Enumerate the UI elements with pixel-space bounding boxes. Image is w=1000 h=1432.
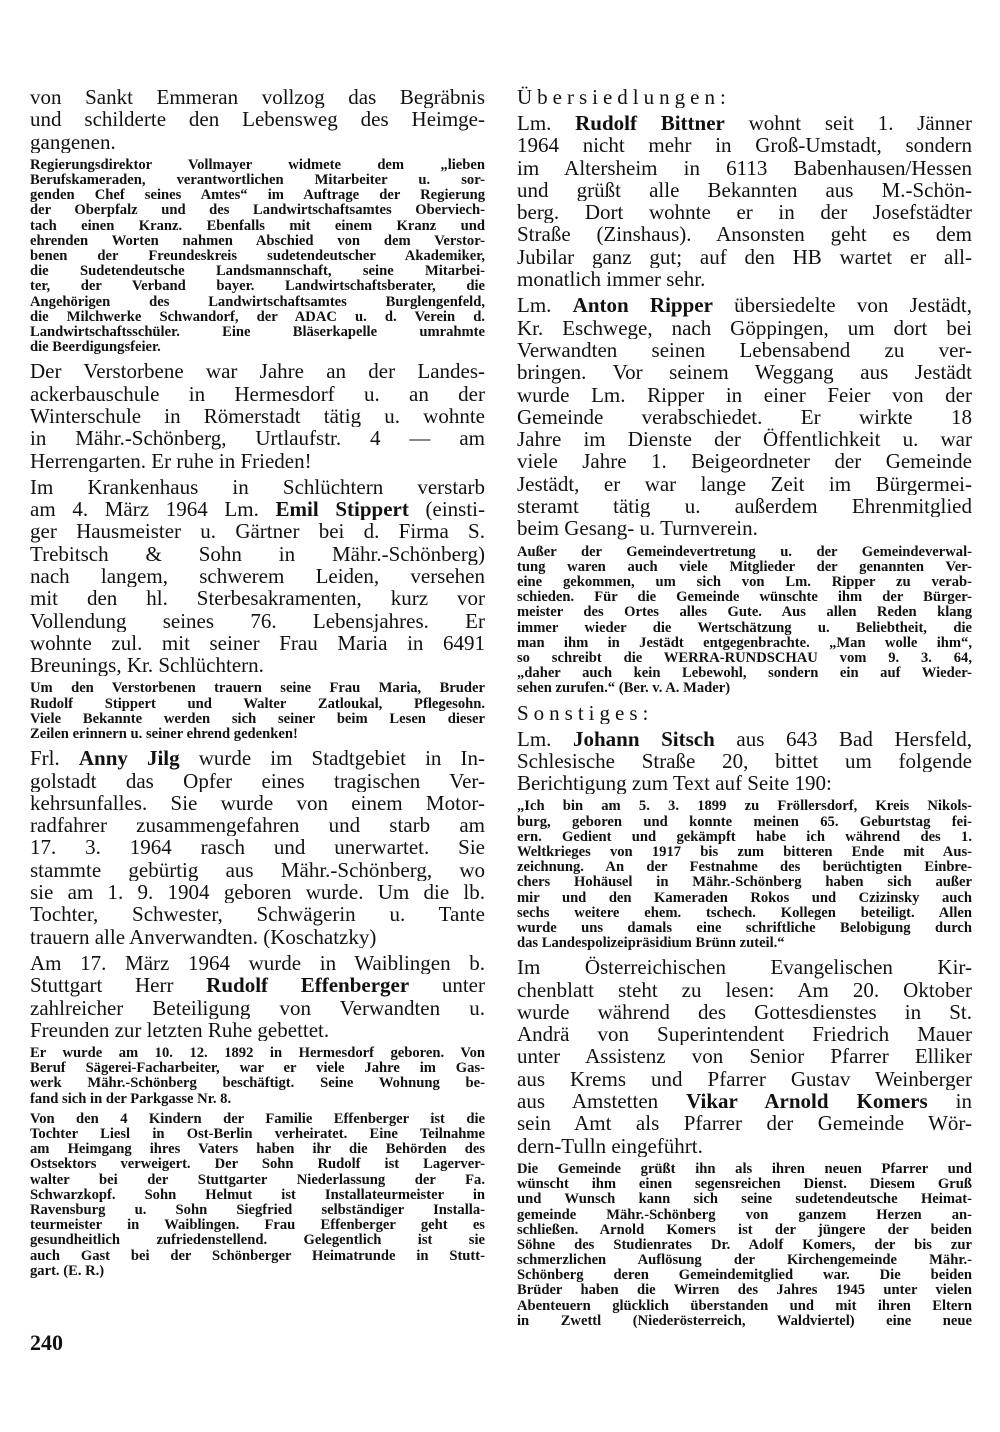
text-segment: Die Gemeinde grüßt ihn als ihren neuen Pfarrer und: [517, 1161, 972, 1177]
text-segment: unter Assistenz von Senior Pfarrer Elliker: [517, 1045, 972, 1068]
text-line: [517, 845, 972, 860]
text-segment: chers Hohäusel in Mähr.-Schönberg haben sich außer: [517, 875, 972, 891]
text-segment: Ravensburg u. Sohn Siegfried selbständiger Installa-: [30, 1202, 485, 1218]
text-line: [30, 681, 485, 696]
text-segment: die Sudetendeutsche Landsmannschaft, seine Mitarbei-: [30, 264, 485, 280]
text-line: [30, 1112, 485, 1127]
text-segment: radfahrer zusammengefahren und starb am: [30, 814, 485, 837]
text-segment: meister des Ortes alles Gute. Aus allen Reden klang: [517, 605, 972, 621]
text-segment: chenblatt steht zu lesen: Am 20. Oktober: [517, 978, 972, 1001]
text-line: [30, 814, 485, 836]
text-line: [517, 223, 972, 245]
article-paragraph: [517, 956, 972, 1157]
text-segment: Gemeinde verabschiedet. Er wirkte 18: [517, 405, 972, 429]
text-segment: Schönberg deren Gemeindemitglied war. Die beiden: [517, 1268, 972, 1284]
text-segment: (einsti-: [408, 498, 485, 521]
text-line: [517, 830, 972, 845]
text-segment: ern. Gedient und gekämpft habe ich während des 1.: [517, 829, 972, 845]
text-line: [30, 249, 485, 264]
article-paragraph: [30, 1112, 485, 1279]
text-line: [30, 1046, 485, 1061]
text-segment: immer wieder die Wertschätzung u. Beliebtheit, die: [517, 620, 972, 636]
text-line: [517, 1177, 972, 1192]
text-line: [30, 1218, 485, 1233]
person-name: Emil Stippert: [275, 498, 409, 521]
text-line: [517, 1162, 972, 1177]
text-line: [30, 264, 485, 279]
text-segment: und schilderte den Lebensweg des Heimge-: [30, 108, 485, 131]
text-segment: Trebitsch & Sohn in Mähr.-Schönberg): [30, 542, 485, 565]
text-line: [30, 405, 485, 427]
text-segment: der Oberpfalz und des Landwirtschaftsamtes Oberviech-: [30, 203, 485, 219]
text-line: [517, 891, 972, 906]
text-line: [517, 361, 972, 383]
text-segment: fand sich in der Parkgasse Nr. 8.: [30, 1091, 232, 1107]
article-paragraph: [517, 545, 972, 697]
text-line: [517, 428, 972, 450]
text-line: [517, 636, 972, 651]
text-segment: dern-Tulln eingeführt.: [517, 1134, 703, 1157]
text-segment: Berufskameraden, verantwortlichen Mitarbeiter u. sor-: [30, 173, 485, 189]
text-line: [517, 1314, 972, 1329]
text-line: [517, 860, 972, 875]
text-line: [517, 246, 972, 268]
text-segment: golstadt das Opfer eines tragischen Ver-: [30, 769, 485, 792]
text-segment: Übersiedlungen:: [517, 86, 731, 108]
text-segment: beim Gesang- u. Turnverein.: [517, 517, 758, 540]
text-line: [517, 1299, 972, 1314]
text-line: [517, 294, 972, 316]
text-segment: auch Gast bei der Schönberger Heimatrunde in Stutt-: [30, 1248, 485, 1264]
text-segment: gesundheitlich zufriedenstellend. Gelegentlich ist sie: [30, 1233, 485, 1249]
text-line: [517, 1192, 972, 1207]
text-segment: bringen. Vor seinem Weggang aus Jestädt: [517, 361, 972, 384]
article-paragraph: [30, 681, 485, 742]
text-line: [30, 543, 485, 565]
article-paragraph: [30, 360, 485, 471]
text-segment: sein Amt als Pfarrer der Gemeinde Wör-: [517, 1112, 972, 1135]
text-line: [517, 134, 972, 156]
text-segment: nach langem, schwerem Leiden, versehen: [30, 565, 485, 588]
text-line: [30, 173, 485, 188]
section-heading: [517, 86, 972, 108]
text-segment: wurde während des Gottesdienstes in St.: [517, 1000, 972, 1024]
text-line: [517, 1023, 972, 1045]
text-segment: Von den 4 Kindern der Familie Effenberger ist die: [30, 1111, 485, 1127]
text-line: [517, 1112, 972, 1134]
text-line: [517, 86, 972, 108]
text-line: [30, 792, 485, 814]
text-segment: Zeilen erinnern u. seiner ehrend gedenken!: [30, 727, 298, 743]
text-line: [517, 621, 972, 636]
text-segment: Im Krankenhaus in Schlüchtern verstarb: [30, 475, 485, 499]
text-segment: die Milchwerke Schwandorf, der ADAC u. d. Verein d.: [30, 309, 485, 325]
text-line: [30, 520, 485, 542]
text-segment: Frl.: [30, 747, 79, 770]
text-line: [30, 340, 485, 355]
text-segment: schließen. Arnold Komers ist der jüngere der beiden: [517, 1222, 972, 1238]
text-line: [30, 903, 485, 925]
text-segment: aus Krems und Pfarrer Gustav Weinberger: [517, 1067, 972, 1091]
text-line: [517, 906, 972, 921]
person-name: Anny Jilg: [78, 747, 180, 770]
text-line: [517, 1253, 972, 1268]
text-segment: teurmeister in Waiblingen. Frau Effenberger geht es: [30, 1218, 485, 1234]
article-paragraph: [517, 294, 972, 539]
left-column: [30, 86, 485, 1284]
text-segment: stammte gebürtig aus Mähr.-Schönberg, wo: [30, 858, 485, 882]
text-line: [517, 495, 972, 517]
text-segment: übersiedelte von Jestädt,: [712, 294, 972, 317]
text-segment: Regierungsdirektor Vollmayer widmete dem „lieben: [30, 157, 485, 173]
text-segment: Außer der Gemeindevertretung u. der Gemeindeverwal-: [517, 544, 972, 560]
text-line: [30, 1233, 485, 1248]
text-segment: Andrä von Superintendent Friedrich Mauer: [517, 1023, 972, 1046]
text-segment: im Altersheim in 6113 Babenhausen/Hessen: [517, 156, 972, 179]
text-segment: berg. Dort wohnte er in der Josefstädter: [517, 201, 972, 224]
text-segment: in: [927, 1090, 972, 1113]
text-segment: kehrsunfalles. Sie wurde von einem Motor-: [30, 791, 485, 815]
text-line: [517, 450, 972, 472]
text-segment: Um den Verstorbenen trauern seine Frau Maria, Bruder: [30, 681, 485, 697]
text-line: [30, 427, 485, 449]
text-segment: Abenteuern glücklich überstanden und mit ihren Eltern: [517, 1298, 972, 1314]
text-segment: Jestädt, er war lange Zeit im Bürgermei-: [517, 472, 972, 496]
article-paragraph: [30, 1046, 485, 1107]
article-paragraph: [517, 728, 972, 795]
text-segment: gangenen.: [30, 130, 116, 153]
text-line: [517, 517, 972, 539]
text-segment: wohnte zul. mit seiner Frau Maria in 6491: [30, 631, 485, 655]
text-line: [30, 295, 485, 310]
text-segment: von Sankt Emmeran vollzog das Begräbnis: [30, 86, 485, 109]
text-line: [30, 219, 485, 234]
text-line: [517, 1001, 972, 1023]
page-number: 240: [30, 1330, 63, 1355]
text-line: [30, 1076, 485, 1091]
text-line: [30, 1203, 485, 1218]
text-segment: ackerbauschule in Hermesdorf u. an der: [30, 382, 485, 405]
text-line: [30, 974, 485, 996]
text-line: [30, 498, 485, 520]
text-line: [30, 697, 485, 712]
text-segment: Lm.: [517, 112, 576, 135]
text-segment: werk Mähr.-Schönberg beschäftigt. Seine Wohnung be-: [30, 1076, 485, 1092]
text-segment: Herrengarten. Er ruhe in Frieden!: [30, 449, 312, 472]
text-line: [30, 1249, 485, 1264]
text-segment: sehen zurufen.“ (Ber. v. A. Mader): [517, 681, 731, 697]
text-line: [517, 921, 972, 936]
text-line: [30, 610, 485, 632]
text-line: [517, 112, 972, 134]
text-line: [517, 545, 972, 560]
text-line: [517, 560, 972, 575]
text-line: [517, 268, 972, 290]
text-line: [517, 1283, 972, 1298]
text-line: [30, 952, 485, 974]
text-segment: Breunings, Kr. Schlüchtern.: [30, 654, 264, 677]
text-segment: trauern alle Anverwandten. (Koschatzky): [30, 925, 377, 948]
text-line: [30, 712, 485, 727]
text-segment: Lm.: [517, 727, 573, 750]
text-segment: sie am 1. 9. 1904 geboren wurde. Um die lb.: [30, 881, 485, 904]
text-line: [30, 632, 485, 654]
text-line: [30, 131, 485, 153]
text-segment: Sonstiges:: [517, 701, 654, 724]
text-line: [30, 188, 485, 203]
text-line: [30, 86, 485, 108]
text-segment: 1964 nicht mehr in Groß-Umstadt, sondern: [517, 134, 972, 157]
text-line: [30, 310, 485, 325]
text-line: [30, 997, 485, 1019]
article-paragraph: [30, 476, 485, 677]
text-line: [517, 339, 972, 361]
text-segment: am 4. März 1964 Lm.: [30, 498, 276, 521]
article-paragraph: [517, 112, 972, 290]
text-segment: in Zwettl (Niederösterreich, Waldviertel) eine neue: [517, 1313, 972, 1329]
person-name: Anton Ripper: [572, 294, 713, 317]
text-segment: Der Verstorbene war Jahre an der Landes-: [30, 360, 485, 383]
text-segment: monatlich immer sehr.: [517, 268, 706, 291]
text-line: [517, 317, 972, 339]
text-segment: Angehörigen des Landwirtschaftsamtes Burglengenfeld,: [30, 294, 485, 310]
text-segment: zahlreicher Beteiligung von Verwandten u.: [30, 996, 485, 1019]
text-line: [30, 727, 485, 742]
text-line: [517, 1135, 972, 1157]
text-line: [517, 666, 972, 681]
text-line: [30, 587, 485, 609]
article-paragraph: [517, 1162, 972, 1329]
text-segment: 17. 3. 1964 rasch und unerwartet. Sie: [30, 836, 485, 859]
text-segment: das Landespolizeipräsidium Brünn zuteil.“: [517, 936, 785, 952]
text-segment: Weltkrieges von 1917 bis zum bitteren Ende mit Aus-: [517, 844, 972, 860]
text-segment: „daher auch kein Lebewohl, sondern ein auf Wieder-: [517, 666, 972, 682]
text-line: [517, 590, 972, 605]
text-line: [30, 1264, 485, 1279]
article-paragraph: [30, 158, 485, 355]
text-line: [517, 750, 972, 772]
text-segment: und grüßt alle Bekannten aus M.-Schön-: [517, 178, 972, 202]
text-line: [517, 1068, 972, 1090]
text-segment: die Beerdigungsfeier.: [30, 340, 161, 356]
text-line: [517, 875, 972, 890]
text-segment: man ihm in Jestädt entgegenbrachte. „Man wolle ihm“,: [517, 635, 972, 651]
text-segment: Tochter Liesl in Ost-Berlin verheiratet. Eine Teilnahme: [30, 1127, 485, 1143]
text-line: [30, 1127, 485, 1142]
text-segment: benen der Freundeskreis sudetendeutscher Akademiker,: [30, 249, 485, 265]
text-segment: Jubilar ganz gut; auf den HB wartet er all-: [517, 245, 972, 269]
text-line: [30, 747, 485, 769]
text-line: [517, 799, 972, 814]
text-segment: viele Jahre 1. Beigeordneter der Gemeinde: [517, 450, 972, 473]
text-segment: wünscht ihm einen segensreichen Dienst. Diesem Gruß: [517, 1177, 972, 1193]
text-line: [30, 1157, 485, 1172]
text-segment: Verwandten seinen Lebensabend zu ver-: [517, 338, 972, 362]
text-segment: Landwirtschaftsschüler. Eine Bläserkapelle umrahmte: [30, 324, 485, 340]
text-line: [30, 1092, 485, 1107]
text-segment: genden Chef seines Amtes“ im Auftrage der Regierung: [30, 188, 485, 204]
text-line: [517, 201, 972, 223]
text-line: [30, 476, 485, 498]
text-segment: mit den hl. Sterbesakramenten, kurz vor: [30, 587, 485, 610]
text-segment: tung waren auch viele Mitglieder der genannten Ver-: [517, 559, 972, 575]
text-line: [30, 1188, 485, 1203]
text-segment: so schreibt die WERRA-RUNDSCHAU vom 9. 3. 64,: [517, 650, 972, 666]
text-segment: steramt tätig u. außerdem Ehrenmitglied: [517, 495, 972, 518]
text-segment: Er wurde am 10. 12. 1892 in Hermesdorf geboren. Von: [30, 1046, 485, 1062]
text-segment: aus 643 Bad Hersfeld,: [714, 727, 972, 750]
text-segment: gart. (E. R.): [30, 1263, 105, 1279]
text-segment: ehrenden Worten nahmen Abschied von dem Verstor-: [30, 233, 485, 249]
text-line: [30, 654, 485, 676]
text-line: [30, 108, 485, 130]
text-line: [517, 681, 972, 696]
article-paragraph: [30, 952, 485, 1041]
text-segment: Straße (Zinshaus). Ansonsten geht es dem: [517, 223, 972, 246]
text-segment: „Ich bin am 5. 3. 1899 zu Fröllersdorf, Kreis Nikols-: [517, 799, 972, 815]
text-line: [517, 772, 972, 794]
text-line: [30, 1019, 485, 1041]
article-paragraph: [30, 747, 485, 948]
text-segment: Kr. Eschwege, nach Göppingen, um dort bei: [517, 316, 972, 339]
text-segment: tach einen Kranz. Ebenfalls mit einem Kranz und: [30, 218, 485, 234]
text-line: [30, 836, 485, 858]
text-segment: Freunden zur letzten Ruhe gebettet.: [30, 1018, 330, 1042]
text-line: [30, 234, 485, 249]
text-line: [517, 384, 972, 406]
text-line: [30, 450, 485, 472]
person-name: Rudolf Effenberger: [206, 974, 410, 997]
text-segment: Winterschule in Römerstadt tätig u. wohnte: [30, 404, 485, 428]
text-segment: ger Hausmeister u. Gärtner bei d. Firma S.: [30, 520, 485, 543]
text-segment: in Mähr.-Schönberg, Urtlaufstr. 4 — am: [30, 427, 485, 450]
text-line: [30, 360, 485, 382]
text-line: [517, 936, 972, 951]
text-line: [30, 1061, 485, 1076]
section-heading: [517, 702, 972, 724]
person-name: Rudolf Bittner: [575, 112, 725, 135]
text-segment: Schwarzkopf. Sohn Helmut ist Installateurmeister in: [30, 1187, 485, 1203]
text-segment: Beruf Sägerei-Facharbeiter, war er viele Jahre im Gas-: [30, 1061, 485, 1077]
text-line: [517, 179, 972, 201]
text-segment: Söhne des Studienrates Dr. Adolf Komers, der bis zur: [517, 1237, 972, 1253]
person-name: Johann Sitsch: [573, 727, 715, 750]
text-segment: Ostsektors verweigert. Der Sohn Rudolf ist Lagerver-: [30, 1157, 485, 1173]
text-line: [30, 158, 485, 173]
text-segment: schmerzlichen Auflösung der Kirchengemeinde Mähr.-: [517, 1253, 972, 1269]
text-segment: ter, der Verband bayer. Landwirtschaftsberater, die: [30, 279, 485, 295]
text-line: [30, 926, 485, 948]
text-segment: wurde im Stadtgebiet in In-: [179, 747, 485, 770]
text-segment: Jahre im Dienste der Öffentlichkeit u. war: [517, 428, 972, 451]
text-line: [517, 651, 972, 666]
text-line: [517, 1223, 972, 1238]
text-segment: wurde uns damals eine schriftliche Belobigung durch: [517, 920, 972, 936]
text-line: [30, 881, 485, 903]
text-segment: Rudolf Stippert und Walter Zatloukal, Pflegesohn.: [30, 696, 485, 712]
text-segment: wohnt seit 1. Jänner: [724, 112, 972, 135]
text-line: [30, 859, 485, 881]
text-line: [30, 279, 485, 294]
text-segment: eine gekommen, um sich von Lm. Ripper zu verab-: [517, 575, 972, 591]
article-paragraph: [30, 86, 485, 153]
text-segment: sechs weitere ehem. tschech. Kollegen beteiligt. Allen: [517, 905, 972, 921]
text-line: [517, 1238, 972, 1253]
text-segment: Lm.: [517, 294, 573, 317]
text-line: [517, 1090, 972, 1112]
text-segment: und Wunsch kann sich seine sudetendeutsche Heimat-: [517, 1192, 972, 1208]
text-segment: mir und den Kameraden Rokos und Czizinsky auch: [517, 890, 972, 906]
text-line: [517, 702, 972, 724]
text-line: [30, 1142, 485, 1157]
article-paragraph: [517, 799, 972, 951]
text-line: [517, 157, 972, 179]
text-segment: Berichtigung zum Text auf Seite 190:: [517, 772, 832, 795]
text-segment: gemeinde Mähr.-Schönberg von ganzem Herzen an-: [517, 1207, 972, 1223]
text-segment: aus Amstetten: [517, 1090, 687, 1113]
right-column: [517, 86, 972, 1334]
text-line: [30, 1173, 485, 1188]
text-line: [517, 1268, 972, 1283]
text-segment: Viele Bekannte werden sich seiner beim Lesen dieser: [30, 711, 485, 727]
text-segment: Am 17. März 1964 wurde in Waiblingen b.: [30, 951, 485, 975]
text-segment: Stuttgart Herr: [30, 974, 207, 997]
text-segment: am Heimgang ihres Vaters haben ihr die Behörden des: [30, 1142, 485, 1158]
text-line: [517, 956, 972, 978]
text-segment: schieden. Für die Gemeinde wünschte ihm der Bürger-: [517, 590, 972, 606]
text-line: [30, 565, 485, 587]
text-line: [517, 815, 972, 830]
text-segment: Brüder haben die Wirren des Jahres 1945 unter vielen: [517, 1283, 972, 1299]
text-line: [517, 473, 972, 495]
text-segment: zeichnung. An der Festnahme des berüchtigten Einbre-: [517, 860, 972, 876]
text-line: [30, 770, 485, 792]
text-line: [517, 979, 972, 1001]
text-line: [30, 383, 485, 405]
text-line: [517, 575, 972, 590]
text-segment: burg, geboren und konnte meinen 65. Geburtstag fei-: [517, 814, 972, 830]
text-segment: Tochter, Schwester, Schwägerin u. Tante: [30, 903, 485, 926]
text-segment: Schlesische Straße 20, bittet um folgende: [517, 749, 972, 773]
text-line: [517, 728, 972, 750]
text-segment: Im Österreichischen Evangelischen Kir-: [517, 956, 972, 979]
person-name: Vikar Arnold Komers: [686, 1090, 928, 1113]
text-segment: walter bei der Stuttgarter Niederlassung der Fa.: [30, 1172, 485, 1188]
text-line: [30, 203, 485, 218]
text-line: [517, 605, 972, 620]
text-line: [517, 1045, 972, 1067]
text-segment: Vollendung seines 76. Lebensjahres. Er: [30, 609, 485, 632]
text-line: [517, 1208, 972, 1223]
text-segment: unter: [409, 974, 485, 997]
text-segment: wurde Lm. Ripper in einer Feier von der: [517, 383, 972, 406]
text-line: [30, 325, 485, 340]
text-line: [517, 406, 972, 428]
